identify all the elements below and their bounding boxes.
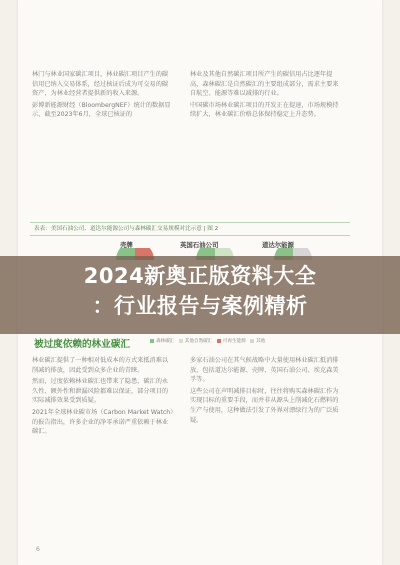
overlay-headline-line1: 2024新奥正版资料大全 — [83, 264, 317, 288]
legend-item: 可再生能源 — [217, 339, 246, 344]
overlay-headline-line2: ：行业报告与案例精析 — [92, 294, 308, 318]
paragraph: 中国碳市场林业碳汇项目的开发正在提速，市场规模持续扩大，林业碳汇价格总体保持稳定上升态势。 — [190, 101, 339, 119]
legend-item: 森林碳汇 — [150, 339, 174, 344]
paragraph: 林业及其他自然碳汇项目所产生的碳信用占比逐年提高，森林碳汇是自然碳汇的主要组成部分，需求主要来自航空、能源等难以减排的行业。 — [190, 71, 339, 98]
body-text-top-left — [32, 70, 174, 122]
paragraph: 彭博新能源财经（BloombergNEF）统计的数据显示，截至2023年6月，全球已核证的 — [32, 101, 171, 119]
panel-title-totalenergies: 道达尔能源 — [262, 241, 294, 249]
panel-title-bp: 英国石油公司 — [180, 241, 219, 249]
body-text-bottom-right — [190, 356, 340, 427]
paragraph: 然而，过度依赖林业碳汇也带来了隐患，碳汇的永久性、额外性和泄漏风险都难以保证，部分项目的实际减排效果受到质疑。 — [32, 378, 169, 405]
paragraph: 林业碳汇提供了一种相对低成本的方式来抵消难以削减的排放，因此受到众多企业的青睐。 — [32, 357, 169, 374]
chart-legend — [150, 338, 265, 344]
panel-title-shell: 壳牌 — [120, 241, 133, 249]
paragraph: 林门与林业国家碳汇项目，林业碳汇项目产生的碳信用已纳入交易体系，经过核证后成为可交易的碳资产，为林业经营者提供新的收入来源。 — [32, 71, 169, 98]
legend-item: 其他自然碳汇 — [179, 339, 213, 344]
section-heading: 被过度依赖的林业碳汇 — [34, 339, 130, 350]
paragraph: 这些公司在声明减排目标时，往往将购买森林碳汇作为实现目标的重要手段，而并非从源头上削减化石燃料的生产与使用，这种做法引发了外界对漂绿行为的广泛质疑。 — [190, 387, 339, 424]
legend-item: 其他 — [250, 339, 265, 344]
figure-caption-bar — [30, 222, 350, 236]
body-text-bottom-left — [32, 356, 174, 439]
page-number: 6 — [36, 546, 40, 553]
figure-caption: 表表：美国石油公司、道达尔能源公司与森林碳汇交易规模对比示意 | 图 2 — [34, 226, 219, 232]
body-text-top-right — [190, 70, 340, 122]
paragraph: 2021年全球林业碳市场（Carbon Market Watch）的报告指出，许多企业的净零承诺严重依赖于林业碳汇。 — [32, 408, 174, 436]
paragraph: 多家石油公司在其气候战略中大量使用林业碳汇抵消排放，包括道达尔能源、壳牌、英国石油公司、埃克森美孚等。 — [190, 357, 339, 384]
